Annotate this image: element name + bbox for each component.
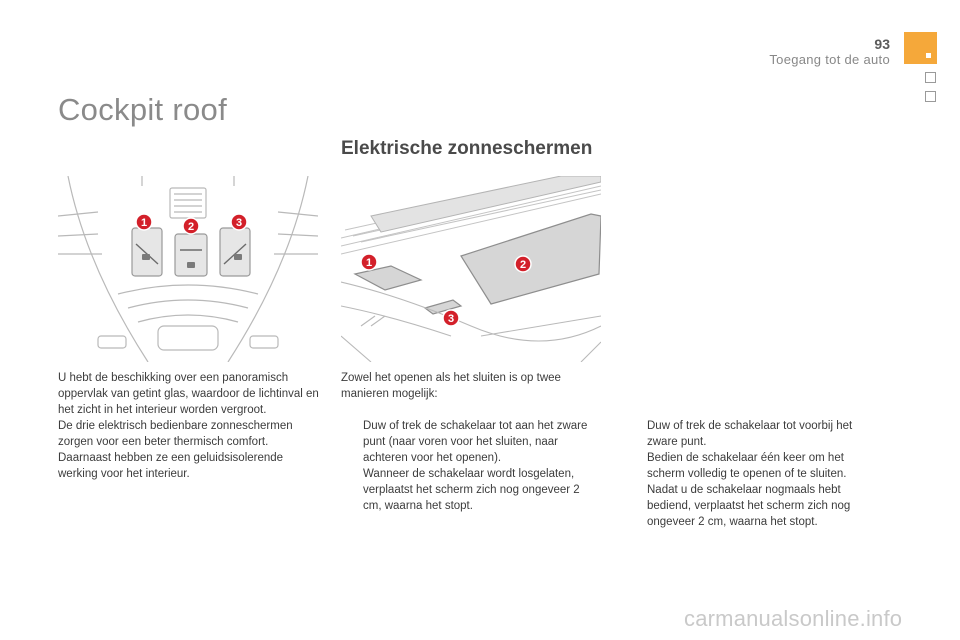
callout-3: 3 xyxy=(447,313,455,325)
callout-2: 2 xyxy=(187,221,195,233)
bullet-text: Duw of trek de schakelaar tot voorbij het zware punt. xyxy=(647,420,853,448)
bullet-text: Duw of trek de schakelaar tot aan het zware punt (naar voren voor het sluiten, naar achteren voor het openen). xyxy=(363,420,588,464)
callout-2: 2 xyxy=(519,259,527,271)
callout-1: 1 xyxy=(365,257,373,269)
panoramic-roof-illustration xyxy=(341,176,601,362)
instructions-column-2 xyxy=(625,418,875,530)
bullet-icon xyxy=(625,418,647,530)
list-item xyxy=(625,418,875,530)
callout-3: 3 xyxy=(235,217,243,229)
page-title: Cockpit roof xyxy=(58,92,227,127)
tab-marker-icon xyxy=(926,53,931,58)
section-heading: Elektrische zonneschermen xyxy=(341,138,593,159)
bullet-text: Wanneer de schakelaar wordt losgelaten, verplaatst het scherm zich nog ongeveer 2 cm, waarna het stopt. xyxy=(363,468,580,512)
instructions-column-1 xyxy=(341,370,601,514)
list-item xyxy=(341,418,601,514)
paragraph: De drie elektrisch bedienbare zonneschermen zorgen voor een beter thermisch comfort. xyxy=(58,420,293,448)
section-tab-active xyxy=(904,32,937,64)
callout-1: 1 xyxy=(140,217,148,229)
bullet-icon xyxy=(341,418,363,514)
watermark: carmanualsonline.info xyxy=(684,606,903,631)
intro-text xyxy=(58,370,320,482)
section-tab xyxy=(925,91,936,102)
bullet-text: Bedien de schakelaar één keer om het scherm volledig te openen of te sluiten. xyxy=(647,452,847,480)
section-name: Toegang tot de auto xyxy=(769,52,890,67)
paragraph: Daarnaast hebben ze een geluidsisolerende werking voor het interieur. xyxy=(58,452,284,480)
bullet-text: Nadat u de schakelaar nogmaals hebt bediend, verplaatst het scherm zich nog ongeveer 2 cm, waarna het stopt. xyxy=(647,484,851,528)
section-tab xyxy=(925,72,936,83)
paragraph: U hebt de beschikking over een panoramisch oppervlak van getint glas, waardoor de lichtinval en het zicht in het interieur worden vergroot. xyxy=(58,372,319,416)
page-number: 93 xyxy=(874,36,890,52)
intro-paragraph: Zowel het openen als het sluiten is op twee manieren mogelijk: xyxy=(341,372,561,400)
overhead-console-illustration xyxy=(58,176,318,362)
